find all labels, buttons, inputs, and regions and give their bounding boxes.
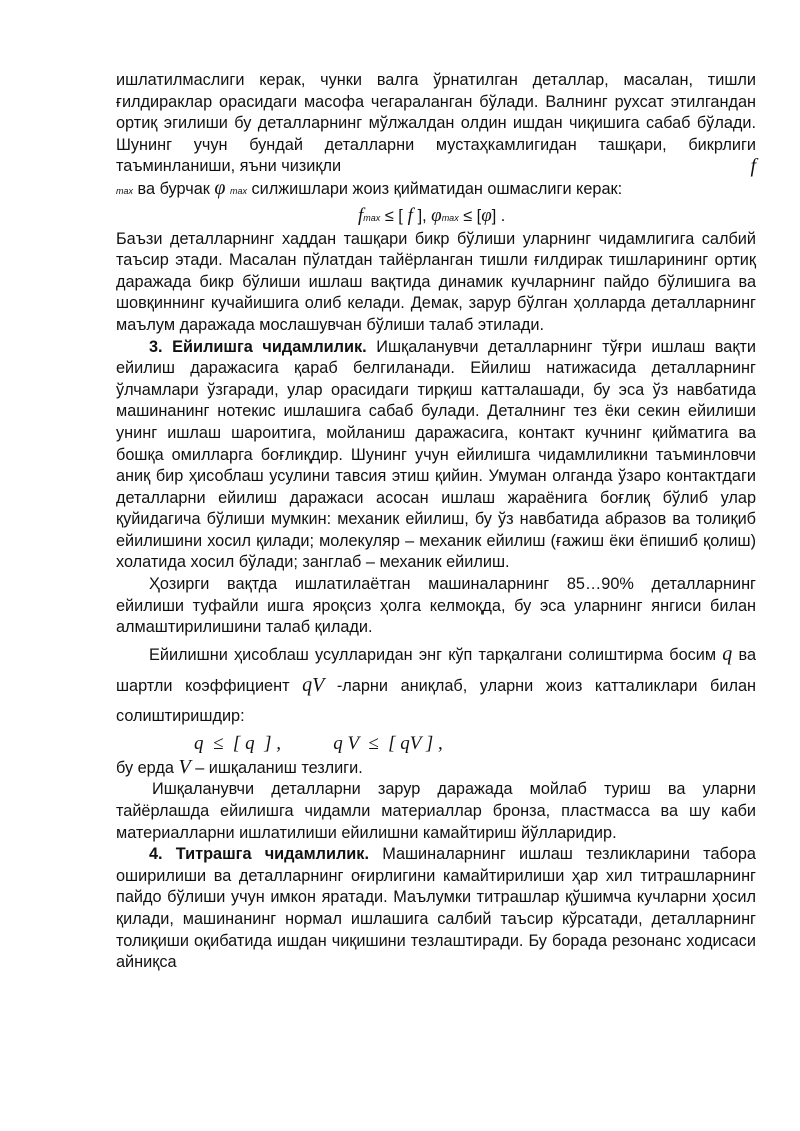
section-body: Машиналарнинг ишлаш тезликларини табора оширилиши ва деталларнинг оғирлигини камайтирилиши ҳар хил титрашларнинг пайдо бўлиши учун имкон яратади. Маълумки титрашлар қўшимча кучларни ҳосил қилади, машинанинг нормал ишлашига салбий таъсир кўрсатади, деталларнинг толиқиши оқибатида ишдан чиқишини тезлаштиради. Бу борада резонанс ходисаси айниқса	[116, 845, 756, 972]
symbol-q: q	[722, 642, 733, 665]
paragraph-where: бу ерда V – ишқаланиш тезлиги.	[116, 755, 363, 778]
stiffness-text-2: ва бурчак	[133, 179, 215, 198]
section-heading: 3. Ейилишга чидамлилик.	[149, 337, 367, 356]
formula-stiffness: fmax ≤ [ f ], φmax ≤ [φ] .	[358, 204, 506, 226]
section-heading: 4. Титрашга чидамлилик.	[149, 845, 369, 864]
section-body: Ишқаланувчи деталларнинг тўғри ишлаш вақти ейилиш даражасига қараб белгиланади. Ейилиш натижасида деталларнинг ўлчамлари ўзгаради, улар орасидаги тирқиш катталашади, бу эса ўз навбатида машинанинг нотекис ишлашига сабаб булади. Деталнинг тез ёки секин ейилиши унинг ишлаш шароитига, мойланиш даражасига, контакт кучнинг қийматига ва бошқа омилларга боғлиқдир. Шунинг учун ейилишга чидамлиликни таъминловчи аниқ бир ҳисоблаш усулини тавсия этиш қийин. Умуман олганда ўзаро контактдаги деталларни ейилиш даражаси асосан ишлаш жараёнига боғлиқ бўлиб улар қуйидагича бўлиши мумкин: механик ейилиш, бу ўз навбатида абразов ва толиқиб ейилишини хосил қилади; молекуляр – механик ейилиш (ғажиш ёки ёпишиб қолиш) холатида хосил бўлади; занглаб – механик ейилиш.	[116, 337, 756, 572]
formula-wear: q ≤ [ q ] , q V ≤ [ qV ] ,	[194, 732, 443, 754]
paragraph-stiffness	[116, 70, 756, 203]
document-page	[116, 70, 756, 974]
stiffness-text-3: силжишлари жоиз қийматидан ошмаслиги керак:	[247, 179, 623, 198]
section-wear-resistance	[116, 337, 756, 575]
symbol-phi: φ	[214, 176, 226, 199]
paragraph-excess-stiffness: Баъзи деталларнинг хаддан ташқари бикр бўлиши уларнинг чидамлигига салбий таъсир этади. Масалан пўлатдан тайёрланган тишли ғилдирак тишларининг ортиқ даражада бикр бўлиши ишлаш вақтида динамик кучларнинг пайдо бўлишига ва шовқиннинг кучайишига олиб келади. Демак, зарур бўлган ҳолларда деталларнинг маълум даражада мослашувчан бўлиши талаб этилади.	[116, 229, 756, 334]
section-vibration-resistance	[116, 844, 756, 974]
symbol-v: V	[178, 755, 191, 778]
subscript-max: max	[116, 185, 134, 196]
stiffness-text: ишлатилмаслиги керак, чунки валга ўрнатилган деталлар, масалан, тишли ғилдираклар орасидаги масофа чегараланган бўлади. Валнинг рухсат этилгандан ортиқ эгилиши бу деталларнинг мўлжалдан олдин ишдан чиқишига сабаб бўлади. Шунинг учун бундай деталларни мустаҳкамлигидан ташқари, бикрлиги таъминланиши, яъни чизиқли	[116, 71, 756, 176]
symbol-f: f	[750, 155, 756, 178]
symbol-qv: qV	[302, 673, 325, 696]
subscript-max: max	[230, 185, 248, 196]
paragraph-current-machines: Ҳозирги вақтда ишлатилаётган машиналарнинг 85…90% деталларнинг ейилиши туфайли ишга яроқсиз ҳолга келмоқда, бу эса уларнинг янгиси билан алмаштирилишини талаб қилади.	[116, 575, 756, 637]
paragraph-wear-calculation: Ейилишни ҳисоблаш усулларидан энг кўп тарқалгани солиштирма босим q ва шартли коэффициент qV -ларни аниқлаб, уларни жоиз катталиклари билан солиштиришдир:	[116, 642, 757, 725]
paragraph-lubrication: Ишқаланувчи деталларни зарур даражада мойлаб туриш ва уларни тайёрлашда ейилишга чидамли материаллар бронза, пластмасса ва шу каби материалларни ишлатилиши ейилишни камайтириш йўлларидир.	[116, 780, 756, 842]
